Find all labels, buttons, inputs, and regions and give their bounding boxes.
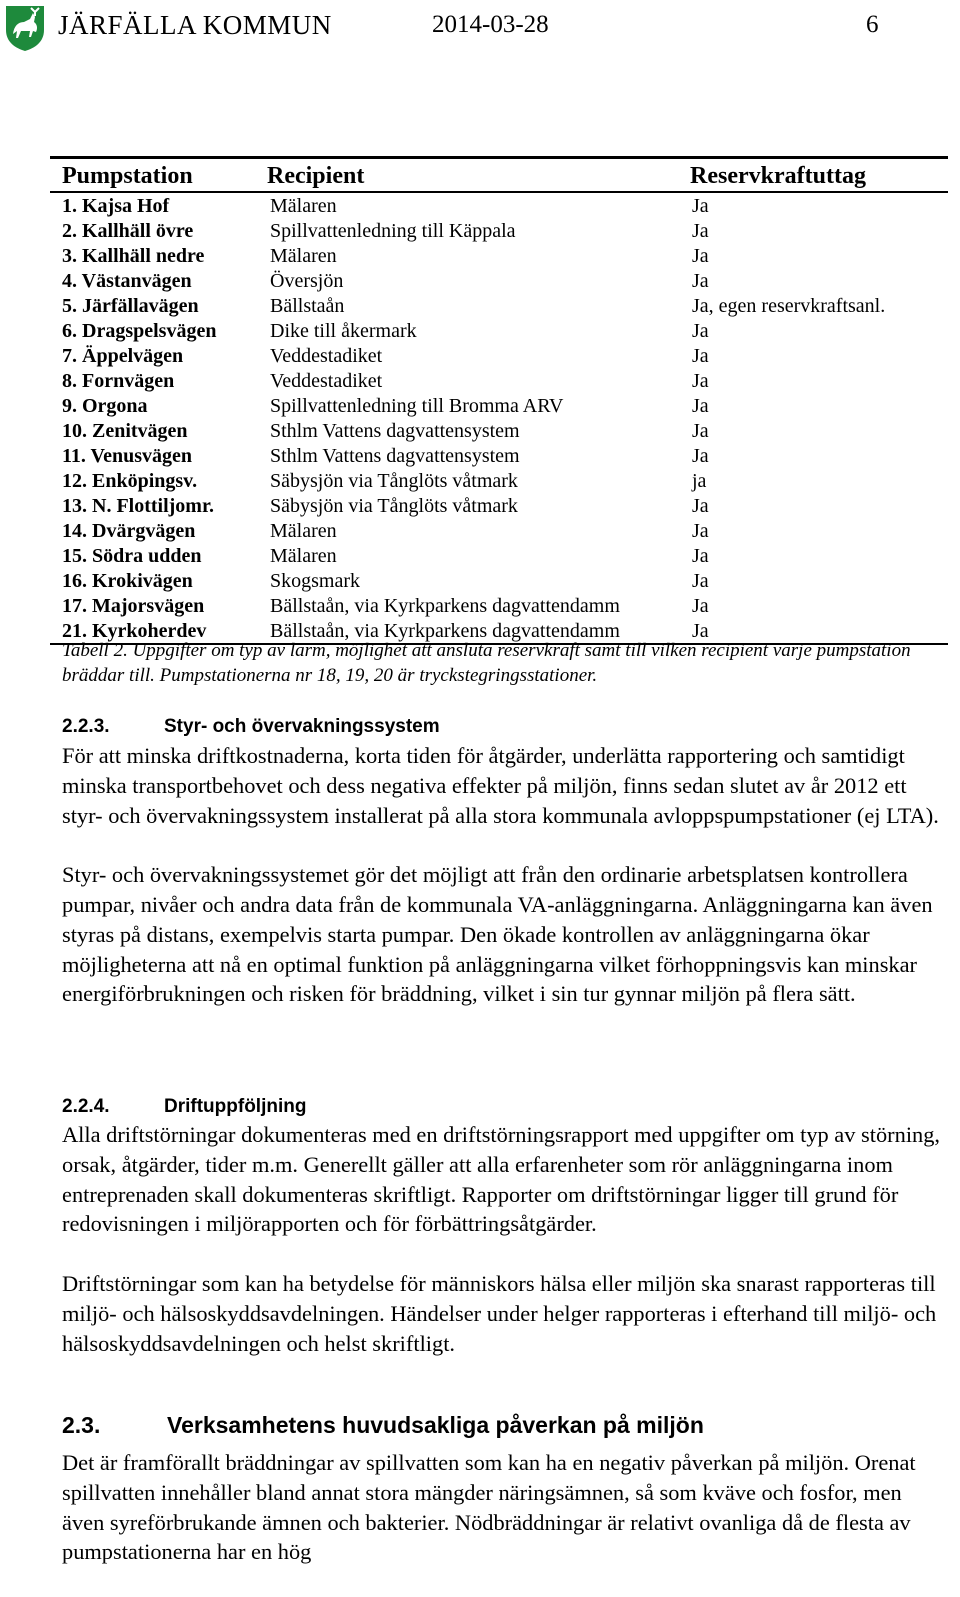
cell-pumpstation: 13. N. Flottiljomr. (62, 495, 215, 517)
table-row (50, 393, 948, 418)
cell-pumpstation: 8. Fornvägen (62, 370, 175, 392)
cell-pumpstation: 10. Zenitvägen (62, 420, 188, 442)
cell-pumpstation: 3. Kallhäll nedre (62, 245, 205, 267)
table-row (50, 543, 948, 568)
cell-reservkraftuttag: ja (692, 470, 707, 492)
paragraph: Styr- och övervakningssystemet gör det möjligt att från den ordinarie arbetsplatsen kontrollera pumpar, nivåer och andra data från de kommunala VA-anläggningarna. Anläggningarna kan även styras på distans, exempelvis starta pumpar. Den ökade kontrollen av anläggningarna ökar möjligheterna att nå en optimal funktion på anläggningarna vilket förhoppningsvis kan minskar energiförbrukningen och risken för bräddning, vilket i sin tur gynnar miljön på flera sätt. (62, 862, 933, 1007)
paragraph: För att minska driftkostnaderna, korta tiden för åtgärder, underlätta rapportering och samtidigt minska transportbehovet och dess negativa effekter på miljön, finns sedan slutet av år 2012 ett styr- och övervakningssystem installerat på alla stora kommunala avloppspumpstationer (ej LTA). (62, 743, 939, 828)
cell-reservkraftuttag: Ja (692, 195, 709, 217)
cell-reservkraftuttag: Ja (692, 220, 709, 242)
cell-reservkraftuttag: Ja (692, 320, 709, 342)
jarfalla-coat-of-arms-icon (4, 4, 46, 52)
cell-reservkraftuttag: Ja (692, 345, 709, 367)
cell-recipient: Dike till åkermark (270, 320, 417, 342)
cell-recipient: Mälaren (270, 520, 337, 542)
header-reservkraftuttag: Reservkraftuttag (690, 163, 866, 189)
paragraph: Driftstörningar som kan ha betydelse för människors hälsa eller miljön ska snarast rapporteras till miljö- och hälsoskyddsavdelningen. Händelser under helger rapporteras i efterhand till miljö- och hälsoskyddsavdelningen och helst skriftligt. (62, 1270, 937, 1356)
section-2-2-3-body (62, 741, 947, 1009)
cell-pumpstation: 14. Dvärgvägen (62, 520, 196, 542)
cell-pumpstation: 5. Järfällavägen (62, 295, 199, 317)
cell-reservkraftuttag: Ja (692, 620, 709, 642)
table-row (50, 243, 948, 268)
cell-pumpstation: 4. Västanvägen (62, 270, 192, 292)
table-row (50, 568, 948, 593)
cell-reservkraftuttag: Ja (692, 370, 709, 392)
table-header-row (50, 159, 948, 191)
cell-reservkraftuttag: Ja (692, 570, 709, 592)
table-caption: Tabell 2. Uppgifter om typ av larm, möjlighet att ansluta reservkraft samt till vilken recipient varje pumpstation bräddar till. Pumpstationerna nr 18, 19, 20 är tryckstegringsstationer. (62, 640, 911, 686)
organization-name: JÄRFÄLLA KOMMUN (58, 10, 332, 40)
cell-pumpstation: 7. Äppelvägen (62, 345, 184, 367)
table-row (50, 268, 948, 293)
page-header (0, 0, 960, 60)
table-body (50, 193, 948, 643)
document-date: 2014-03-28 (432, 11, 549, 38)
cell-recipient: Mälaren (270, 245, 337, 267)
section-title: Driftuppföljning (164, 1096, 307, 1117)
cell-pumpstation: 15. Södra udden (62, 545, 202, 567)
cell-pumpstation: 9. Orgona (62, 395, 148, 417)
table-row (50, 418, 948, 443)
cell-recipient: Spillvattenledning till Bromma ARV (270, 395, 564, 417)
cell-recipient: Bällstaån, via Kyrkparkens dagvattendamm (270, 620, 620, 642)
cell-reservkraftuttag: Ja (692, 395, 709, 417)
cell-recipient: Sthlm Vattens dagvattensystem (270, 445, 520, 467)
cell-recipient: Mälaren (270, 545, 337, 567)
cell-reservkraftuttag: Ja, egen reservkraftsanl. (692, 295, 886, 317)
table-row (50, 443, 948, 468)
section-2-3-heading (62, 1412, 704, 1439)
cell-reservkraftuttag: Ja (692, 245, 709, 267)
cell-reservkraftuttag: Ja (692, 445, 709, 467)
table-row (50, 368, 948, 393)
cell-recipient: Skogsmark (270, 570, 360, 592)
table-row (50, 593, 948, 618)
cell-recipient: Veddestadiket (270, 345, 383, 367)
cell-pumpstation: 11. Venusvägen (62, 445, 193, 467)
cell-recipient: Sthlm Vattens dagvattensystem (270, 420, 520, 442)
cell-recipient: Säbysjön via Tånglöts våtmark (270, 470, 518, 492)
table-row (50, 493, 948, 518)
paragraph: Det är framförallt bräddningar av spillvatten som kan ha en negativ påverkan på miljön. Orenat spillvatten innehåller bland annat stora mängder näringsämnen, så som kväve och fosfor, men även syreförbrukande ämnen och bakterier. Nödbräddningar är relativt ovanliga då de flesta av pumpstationerna har en hög (62, 1450, 916, 1565)
cell-recipient: Översjön (270, 270, 344, 292)
table-row (50, 318, 948, 343)
cell-reservkraftuttag: Ja (692, 270, 709, 292)
header-pumpstation: Pumpstation (62, 163, 193, 189)
section-number: 2.2.4. (62, 1096, 110, 1117)
cell-pumpstation: 12. Enköpingsv. (62, 470, 198, 492)
cell-pumpstation: 16. Krokivägen (62, 570, 193, 592)
cell-pumpstation: 21. Kyrkoherdev (62, 620, 207, 642)
cell-recipient: Veddestadiket (270, 370, 383, 392)
cell-recipient: Spillvattenledning till Käppala (270, 220, 516, 242)
table-row (50, 468, 948, 493)
section-title: Styr- och övervakningssystem (164, 716, 440, 737)
section-number: 2.2.3. (62, 716, 110, 737)
cell-reservkraftuttag: Ja (692, 545, 709, 567)
cell-pumpstation: 2. Kallhäll övre (62, 220, 194, 242)
cell-pumpstation: 6. Dragspelsvägen (62, 320, 217, 342)
section-number: 2.3. (62, 1412, 101, 1438)
section-2-2-3-heading (62, 716, 440, 738)
cell-reservkraftuttag: Ja (692, 420, 709, 442)
header-recipient: Recipient (267, 163, 365, 189)
cell-reservkraftuttag: Ja (692, 495, 709, 517)
table-row (50, 218, 948, 243)
cell-recipient: Säbysjön via Tånglöts våtmark (270, 495, 518, 517)
cell-recipient: Bällstaån (270, 295, 345, 317)
table-row (50, 193, 948, 218)
cell-reservkraftuttag: Ja (692, 520, 709, 542)
table-row (50, 343, 948, 368)
paragraph: Alla driftstörningar dokumenteras med en driftstörningsrapport med uppgifter om typ av störning, orsak, åtgärder, tider m.m. Generellt gäller att alla erfarenheter som rör anläggningarna inom entreprenaden skall dokumenteras skriftligt. Rapporter om driftstörningar ligger till grund för redovisningen i miljörapporten och för förbättringsåtgärder. (62, 1122, 941, 1237)
table-row (50, 293, 948, 318)
section-title: Verksamhetens huvudsakliga påverkan på miljön (167, 1412, 704, 1438)
section-2-3-body (62, 1448, 947, 1567)
page-number: 6 (866, 11, 879, 38)
table-row (50, 518, 948, 543)
cell-reservkraftuttag: Ja (692, 595, 709, 617)
cell-pumpstation: 1. Kajsa Hof (62, 195, 170, 217)
cell-recipient: Mälaren (270, 195, 337, 217)
cell-pumpstation: 17. Majorsvägen (62, 595, 205, 617)
section-2-2-4-body (62, 1120, 947, 1358)
pumpstation-table (50, 156, 948, 645)
cell-recipient: Bällstaån, via Kyrkparkens dagvattendamm (270, 595, 620, 617)
section-2-2-4-heading (62, 1096, 306, 1118)
